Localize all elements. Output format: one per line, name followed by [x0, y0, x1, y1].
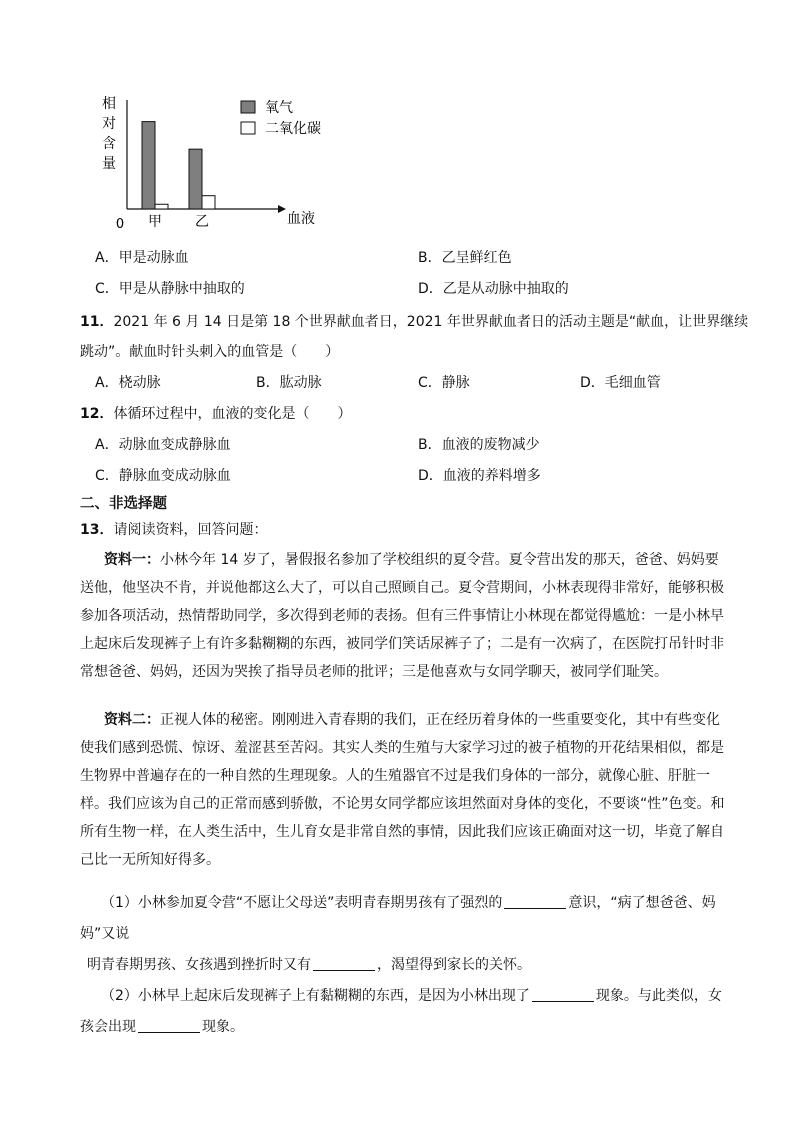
x-axis-label: 血液	[287, 211, 315, 227]
q11-option-b: B．肱动脉	[256, 375, 322, 391]
bar-1-0	[189, 149, 202, 209]
q12-text: 体循环过程中，血液的变化是（ ）	[113, 406, 352, 422]
bar-0-1	[155, 204, 168, 209]
sub-q2-line1	[101, 986, 722, 1006]
q11-number: 11．	[80, 314, 114, 330]
legend-swatch-oxygen	[241, 101, 255, 113]
y-axis-label-2: 对	[102, 116, 116, 132]
answer-blank-2[interactable]	[313, 956, 375, 971]
q11-option-a: A．桡动脉	[95, 375, 161, 391]
legend-label-oxygen: 氧气	[265, 100, 293, 116]
y-axis-label-3: 含	[102, 136, 116, 152]
q11-text-line1: 2021 年 6 月 14 日是第 18 个世界献血者日，2021 年世界献血者日的活动主题是“献血，让世界继续	[113, 314, 749, 330]
material-two-text: 正视人体的秘密。刚刚进入青春期的我们，正在经历着身体的一些重要变化，其中有些变化使我们感到恐慌、惊讶、羞涩甚至苦闷。其实人类的生殖与大家学习过的被子植物的开花结果相似，都是生物界中普遍存在的一种自然的生理现象。人的生殖器官不过是我们身体的一部分，就像心脏、肝脏一样。我们应该为自己的正常而感到骄傲，不论男女同学都应该坦然面对身体的变化，不要谈“性”色变。和所有生物一样，在人类生活中，生儿育女是非常自然的事情，因此我们应该正确面对这一切，毕竟了解自己比一无所知好得多。	[80, 712, 725, 868]
q12-option-d: D．血液的养料增多	[418, 468, 541, 484]
q13-number: 13．	[80, 522, 114, 538]
category-label-1: 乙	[195, 214, 209, 230]
sub-q2-text-b: 现象。与此类似，女	[595, 988, 722, 1004]
q10-option-b: B．乙呈鲜红色	[418, 250, 512, 266]
sub-q1-text-a: （1）小林参加夏令营“不愿让父母送”表明青春期男孩有了强烈的	[101, 895, 503, 911]
answer-blank-3[interactable]	[532, 987, 594, 1002]
sub-q2-text-c: 孩会出现	[80, 1019, 136, 1035]
sub-q1-text-d: 明青春期男孩、女孩遇到挫折时又有	[87, 957, 311, 973]
answer-blank-4[interactable]	[138, 1018, 200, 1033]
material-one-label: 资料一：	[104, 552, 160, 568]
q10-option-d: D．乙是从动脉中抽取的	[418, 281, 569, 297]
y-axis-label-1: 相	[102, 96, 116, 112]
x-axis-arrow	[278, 205, 286, 213]
q12-option-a: A．动脉血变成静脉血	[95, 437, 231, 453]
category-label-0: 甲	[148, 214, 162, 230]
q12-option-b: B．血液的废物减少	[418, 437, 540, 453]
legend-label-co2: 二氧化碳	[265, 121, 321, 137]
q12-stem	[80, 404, 351, 424]
sub-q1-line1	[101, 893, 716, 913]
q11-stem-line1	[80, 312, 748, 332]
bar-0-0	[142, 122, 155, 209]
material-one-text: 小林今年 14 岁了，暑假报名参加了学校组织的夏令营。夏令营出发的那天，爸爸、妈妈要送他，他坚决不肯，并说他都这么大了，可以自己照顾自己。夏令营期间，小林表现得非常好，能够积极参加各项活动，热情帮助同学，多次得到老师的表扬。但有三件事情让小林现在都觉得尴尬：一是小林早上起床后发现裤子上有许多黏糊糊的东西，被同学们笑话尿裤子了；二是有一次病了，在医院打吊针时非常想爸爸、妈妈，还因为哭挨了指导员老师的批评；三是他喜欢与女同学聊天，被同学们耻笑。	[80, 552, 724, 680]
sub-q1-text-b: 意识，“病了想爸爸、妈	[568, 895, 716, 911]
q13-text: 请阅读资料，回答问题：	[113, 522, 268, 538]
material-two	[80, 706, 732, 874]
sub-q2-text-a: （2）小林早上起床后发现裤子上有黏糊糊的东西，是因为小林出现了	[101, 988, 530, 1004]
material-two-label: 资料二：	[104, 712, 160, 728]
y-axis-label-4: 量	[102, 156, 116, 172]
q10-option-a: A．甲是动脉血	[95, 250, 189, 266]
bar-1-1	[202, 196, 215, 209]
sub-q2-text-d: 现象。	[202, 1019, 244, 1035]
legend-swatch-co2	[241, 122, 255, 134]
sub-q1-text-e: ，渴望得到家长的关怀。	[377, 957, 531, 973]
q10-option-c: C．甲是从静脉中抽取的	[95, 281, 245, 297]
material-one	[80, 546, 732, 686]
q11-option-c: C．静脉	[418, 375, 470, 391]
origin-label: 0	[115, 217, 125, 232]
blood-gas-bar-chart	[95, 90, 335, 235]
q11-option-d: D．毛细血管	[580, 375, 661, 391]
answer-blank-1[interactable]	[504, 894, 566, 909]
q12-option-c: C．静脉血变成动脉血	[95, 468, 231, 484]
sub-q1-line3	[87, 955, 531, 975]
q12-number: 12．	[80, 406, 114, 422]
sub-q2-line2	[80, 1017, 244, 1037]
q13-stem	[80, 520, 267, 540]
sub-q1-line2: 妈”又说	[80, 926, 130, 942]
section-title: 二、非选择题	[80, 496, 167, 512]
q11-stem-line2: 跳动”。献血时针头刺入的血管是（ ）	[80, 344, 340, 360]
